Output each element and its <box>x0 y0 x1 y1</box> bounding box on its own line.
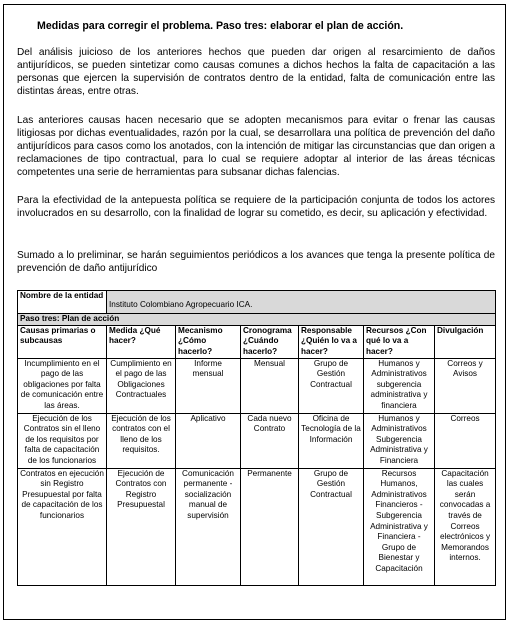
header-causes: Causas primarias o subcausas <box>18 325 107 358</box>
table-cell: Incumplimiento en el pago de las obligaciones por falta de comunicación entre las áreas. <box>18 358 107 413</box>
table-cell: Ejecución de los contratos con el lleno de los requisitos. <box>107 413 176 468</box>
table-cell: Correos y Avisos <box>435 358 496 413</box>
table-cell: Oficina de Tecnología de la Información <box>299 413 364 468</box>
table-row <box>18 413 496 468</box>
table-header-row <box>18 325 496 358</box>
table-row <box>18 468 496 585</box>
header-schedule: Cronograma ¿Cuándo hacerlo? <box>241 325 299 358</box>
header-resources: Recursos ¿Con qué lo va a hacer? <box>364 325 435 358</box>
table-cell: Mensual <box>241 358 299 413</box>
header-dissemination: Divulgación <box>435 325 496 358</box>
document-title: Medidas para corregir el problema. Paso tres: elaborar el plan de acción. <box>37 20 404 32</box>
header-measure: Medida ¿Qué hacer? <box>107 325 176 358</box>
table-cell: Cumplimiento en el pago de las Obligaciones Contractuales <box>107 358 176 413</box>
entity-row <box>18 291 496 314</box>
table-cell: Humanos y Administrativos Subgerencia Administrativa y Financiera <box>364 413 435 468</box>
table-cell: Ejecución de los Contratos sin el lleno de los requisitos por falta de capacitación de los funcionarios <box>18 413 107 468</box>
paragraph-mechanisms: Las anteriores causas hacen necesario que se adopten mecanismos para evitar o frenar las causas litigiosas por dichas eventualidades, razón por la cual, se desarrollara una política de prevención del daño antijurídicos para casos como los anotados, con la intención de mitigar las circunstancias que dan origen a reclamaciones de tipo contractual, para lo cual se requiere adoptar al interior de las áreas técnicas competentes una serie de herramientas para subsanar dichas falencias. <box>17 115 495 178</box>
header-responsible: Responsable ¿Quién lo va a hacer? <box>299 325 364 358</box>
paragraph-follow-up: Sumado a lo preliminar, se harán seguimientos periódicos a los avances que tenga la presente política de prevención de daño antijurídico <box>17 250 495 274</box>
table-row <box>18 358 496 413</box>
table-cell: Comunicación permanente - socialización manual de supervisión <box>176 468 241 585</box>
table-cell: Grupo de Gestión Contractual <box>299 358 364 413</box>
step-label: Paso tres: Plan de acción <box>18 314 496 326</box>
paragraph-effectiveness: Para la efectividad de la antepuesta política se requiere de la participación conjunta de todos los actores involucrados en su desarrollo, con la finalidad de lograr su cometido, es decir, su aplicación y efectividad. <box>17 195 495 219</box>
table-cell: Ejecución de Contratos con Registro Presupuestal <box>107 468 176 585</box>
action-plan-table <box>17 290 496 586</box>
entity-label: Nombre de la entidad <box>18 291 107 314</box>
table-cell: Grupo de Gestión Contractual <box>299 468 364 585</box>
table-cell: Correos <box>435 413 496 468</box>
table-cell: Humanos y Administrativos subgerencia administrativa y financiera <box>364 358 435 413</box>
table-cell: Aplicativo <box>176 413 241 468</box>
paragraph-causes-summary: Del análisis juicioso de los anteriores hechos que pueden dar origen al resarcimiento de daños antijurídicos, se pueden sintetizar como causas comunes a dichos hechos la falta de capacitación a las personas que ejercen la supervisión de contratos dentro de la entidad, falta de comunicación entre las distintas áreas, entre otras. <box>17 47 495 97</box>
table-cell: Capacitación las cuales serán convocadas a través de Correos electrónicos y Memorandos internos. <box>435 468 496 585</box>
table-cell: Permanente <box>241 468 299 585</box>
table-cell: Contratos en ejecución sin Registro Presupuestal por falta de capacitación de los funcionarios <box>18 468 107 585</box>
entity-value: Instituto Colombiano Agropecuario ICA. <box>107 291 496 314</box>
header-mechanism: Mecanismo ¿Cómo hacerlo? <box>176 325 241 358</box>
table-cell: Informe mensual <box>176 358 241 413</box>
step-row <box>18 314 496 326</box>
table-cell: Cada nuevo Contrato <box>241 413 299 468</box>
table-cell: Recursos Humanos, Administrativos Financieros - Subgerencia Administrativa y Financiera - Grupo de Bienestar y Capacitación <box>364 468 435 585</box>
